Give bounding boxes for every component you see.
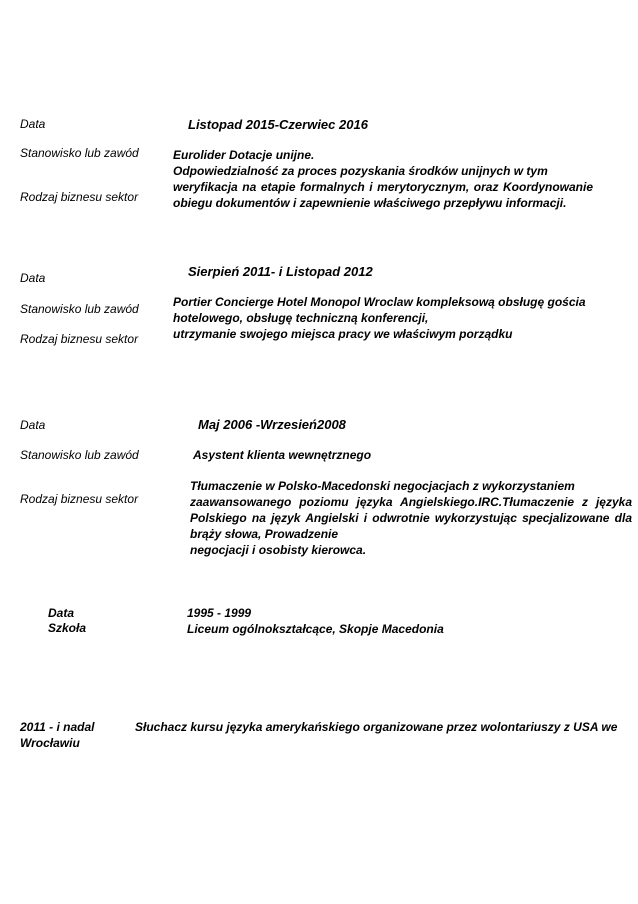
entry-description	[173, 294, 623, 342]
description-line: obiegu dokumentów i zapewnienie właściwego przepływu informacji.	[173, 196, 567, 210]
description-line: Tłumaczenie w Polsko-Macedonski negocjacjach z wykorzystaniem	[190, 479, 575, 493]
sector-label: Rodzaj biznesu sektor	[20, 332, 139, 346]
sector-label: Rodzaj biznesu sektor	[20, 190, 139, 204]
course-description: Słuchacz kursu języka amerykańskiego organizowane przez wolontariuszy z USA we	[135, 720, 618, 734]
entry-description	[190, 478, 632, 558]
course-date: 2011 - i nadal	[20, 720, 95, 734]
entry-position: Asystent klienta wewnętrznego	[193, 448, 372, 462]
description-line: weryfikacja na etapie formalnych i merytorycznym, oraz Koordynowanie	[173, 180, 593, 194]
education-school: Liceum ogólnokształcące, Skopje Macedonia	[187, 622, 444, 636]
position-label: Stanowisko lub zawód	[20, 146, 139, 160]
date-label: Data	[20, 271, 46, 285]
entry-date: Sierpień 2011- i Listopad 2012	[188, 264, 373, 279]
description-line: Portier Concierge Hotel Monopol Wroclaw kompleksową obsługę gościa	[173, 295, 586, 309]
education-date-label: Data	[48, 606, 75, 620]
date-label: Data	[20, 418, 46, 432]
description-line: utrzymanie swojego miejsca pracy we właściwym porządku	[173, 327, 513, 341]
position-label: Stanowisko lub zawód	[20, 448, 139, 462]
description-line: hotelowego, obsługę techniczną konferencji,	[173, 311, 429, 325]
description-line: brąży słowa, Prowadzenie	[190, 527, 339, 541]
description-line: Eurolider Dotacje unijne.	[173, 148, 315, 162]
description-line: Odpowiedzialność za proces pozyskania środków unijnych w tym	[173, 164, 548, 178]
sector-label: Rodzaj biznesu sektor	[20, 492, 139, 506]
education-school-label: Szkoła	[48, 621, 87, 635]
entry-date: Maj 2006 -Wrzesień2008	[198, 417, 346, 432]
education-date: 1995 - 1999	[187, 606, 252, 620]
entry-date: Listopad 2015-Czerwiec 2016	[188, 117, 368, 132]
course-place: Wrocławiu	[20, 736, 80, 750]
description-line: negocjacji i osobisty kierowca.	[190, 543, 367, 557]
entry-description	[173, 147, 593, 211]
description-line: Polskiego na język Angielski i odwrotnie wykorzystując specjalizowane dla	[190, 511, 632, 525]
date-label: Data	[20, 117, 46, 131]
description-line: zaawansowanego poziomu języka Angielskiego.IRC.Tłumaczenie z języka	[190, 495, 632, 509]
position-label: Stanowisko lub zawód	[20, 302, 139, 316]
